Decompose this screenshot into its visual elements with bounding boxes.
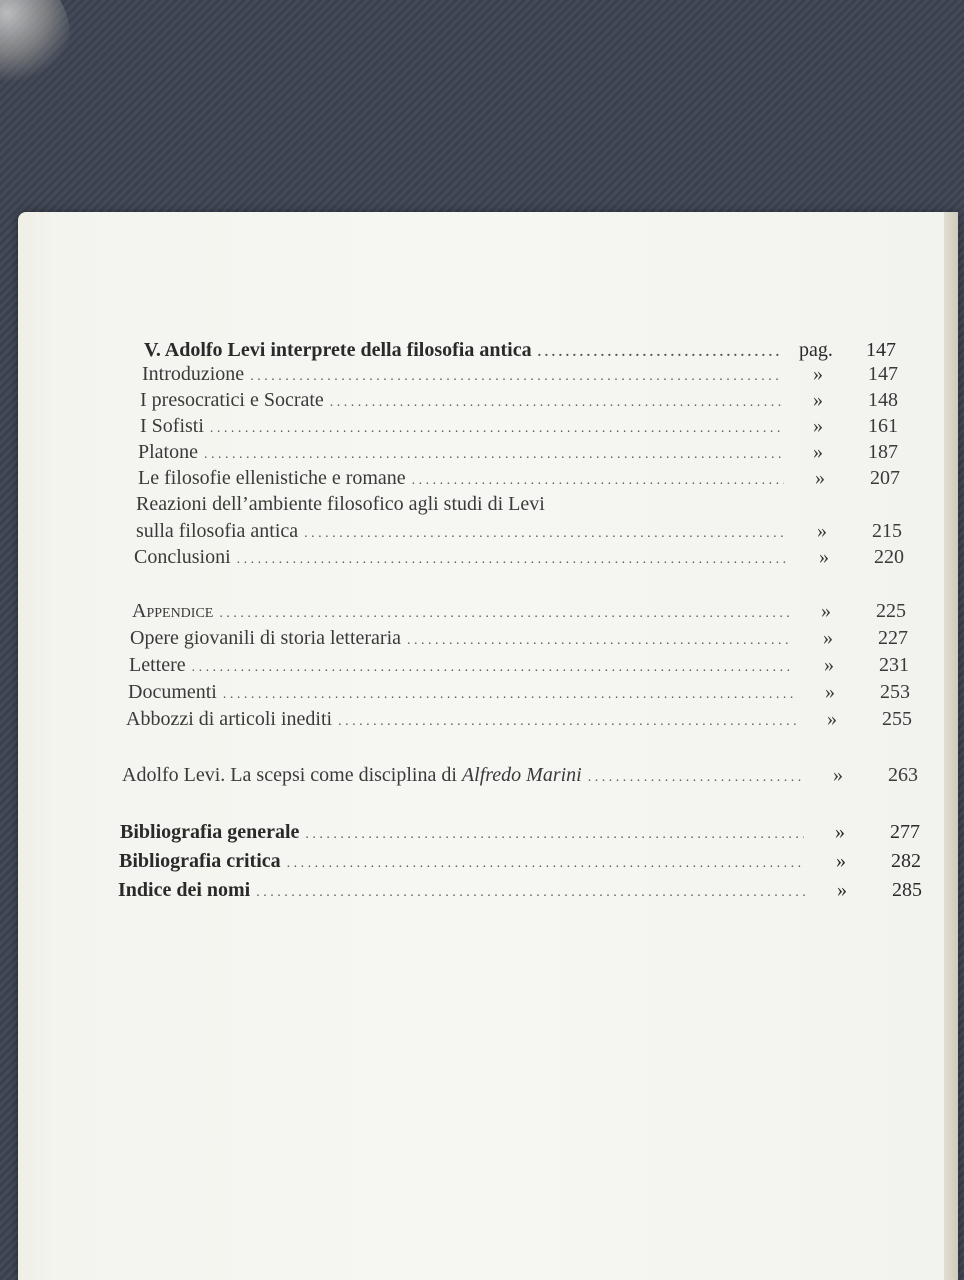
toc-page-number: 277 bbox=[890, 821, 920, 843]
dot-leader bbox=[305, 820, 804, 847]
dot-leader bbox=[538, 338, 780, 365]
toc-marker: » bbox=[824, 654, 834, 676]
toc-marker: » bbox=[837, 879, 847, 901]
book-page bbox=[18, 212, 958, 1280]
dot-leader bbox=[412, 466, 784, 493]
toc-page-number: 147 bbox=[866, 339, 896, 361]
toc-item bbox=[129, 653, 909, 680]
toc-marker: » bbox=[813, 441, 823, 463]
dot-leader bbox=[304, 519, 786, 546]
toc-page-number: 225 bbox=[876, 600, 906, 622]
toc-item bbox=[140, 414, 898, 441]
dot-leader bbox=[287, 849, 805, 876]
toc-page-number: 282 bbox=[891, 850, 921, 872]
toc-item-title: sulla filosofia antica bbox=[136, 520, 299, 542]
toc-marker: » bbox=[815, 467, 825, 489]
dot-leader bbox=[210, 414, 782, 441]
toc-item bbox=[138, 440, 898, 467]
toc-item-title: I presocratici e Socrate bbox=[140, 389, 324, 411]
toc-marker: » bbox=[819, 546, 829, 568]
dot-leader bbox=[256, 878, 806, 905]
toc-item-title: Opere giovanili di storia letteraria bbox=[130, 627, 402, 649]
dot-leader bbox=[407, 626, 792, 653]
toc-marker: » bbox=[821, 600, 831, 622]
toc-page-number: 207 bbox=[870, 467, 900, 489]
toc-page-number: 253 bbox=[880, 681, 910, 703]
essay-title: Adolfo Levi. La scepsi come disciplina di bbox=[122, 764, 462, 786]
toc-back-matter bbox=[119, 849, 921, 876]
table-of-contents bbox=[18, 212, 958, 1280]
toc-item bbox=[138, 466, 900, 493]
toc-page-number: 263 bbox=[888, 764, 918, 786]
toc-item-title: Bibliografia critica bbox=[119, 850, 281, 872]
dot-leader bbox=[330, 388, 782, 415]
toc-page-number: 148 bbox=[868, 389, 898, 411]
toc-back-matter bbox=[120, 820, 920, 847]
toc-item-title: Abbozzi di articoli inediti bbox=[126, 708, 333, 730]
toc-page-number: 285 bbox=[892, 879, 922, 901]
toc-item bbox=[140, 388, 898, 415]
toc-marker: » bbox=[813, 363, 823, 385]
toc-page-number: 161 bbox=[868, 415, 898, 437]
essay-author: Alfredo Marini bbox=[461, 764, 582, 786]
toc-item-title: Bibliografia generale bbox=[120, 821, 300, 843]
toc-marker: » bbox=[827, 708, 837, 730]
toc-back-matter bbox=[118, 878, 922, 905]
dot-leader bbox=[588, 763, 802, 790]
dot-leader bbox=[204, 440, 782, 467]
toc-item-title: Introduzione bbox=[142, 363, 245, 385]
toc-page-number: 147 bbox=[868, 363, 898, 385]
toc-heading-section-v bbox=[144, 338, 896, 365]
toc-marker: » bbox=[813, 389, 823, 411]
toc-page-number: 215 bbox=[872, 520, 902, 542]
dot-leader bbox=[338, 707, 796, 734]
toc-page-number: 231 bbox=[879, 654, 909, 676]
dot-leader bbox=[237, 545, 788, 572]
toc-item-title: Indice dei nomi bbox=[118, 879, 251, 901]
toc-marker: » bbox=[817, 520, 827, 542]
toc-page-number: 220 bbox=[874, 546, 904, 568]
toc-item bbox=[130, 626, 908, 653]
dot-leader bbox=[250, 362, 782, 389]
toc-page-number: 187 bbox=[868, 441, 898, 463]
toc-item bbox=[142, 362, 898, 389]
toc-marker: » bbox=[835, 821, 845, 843]
toc-marker: pag. bbox=[799, 339, 833, 361]
toc-item-title: Platone bbox=[138, 441, 198, 463]
toc-marker: » bbox=[836, 850, 846, 872]
toc-page-number: 227 bbox=[878, 627, 908, 649]
toc-marker: » bbox=[813, 415, 823, 437]
toc-item-title: Le filosofie ellenistiche e romane bbox=[138, 467, 406, 489]
toc-item bbox=[136, 519, 902, 546]
toc-heading-title: V. Adolfo Levi interprete della filosofia antica bbox=[144, 339, 532, 361]
toc-item bbox=[134, 545, 904, 572]
toc-item-title: Documenti bbox=[128, 681, 217, 703]
toc-item bbox=[128, 680, 910, 707]
toc-marker: » bbox=[833, 764, 843, 786]
toc-marker: » bbox=[825, 681, 835, 703]
toc-item-title: Conclusioni bbox=[134, 546, 231, 568]
toc-essay bbox=[122, 763, 918, 790]
dot-leader bbox=[219, 599, 790, 626]
toc-heading-appendix bbox=[132, 599, 906, 626]
toc-item bbox=[126, 707, 912, 734]
dot-leader bbox=[192, 653, 793, 680]
toc-item bbox=[136, 492, 900, 516]
toc-page-number: 255 bbox=[882, 708, 912, 730]
toc-item-title: Lettere bbox=[129, 654, 186, 676]
toc-heading-title: Appendice bbox=[132, 600, 214, 622]
toc-item-title: I Sofisti bbox=[140, 415, 204, 437]
toc-item-title bbox=[122, 763, 582, 787]
toc-item-title: Reazioni dell’ambiente filosofico agli studi di Levi bbox=[136, 493, 545, 515]
dot-leader bbox=[223, 680, 794, 707]
toc-marker: » bbox=[823, 627, 833, 649]
